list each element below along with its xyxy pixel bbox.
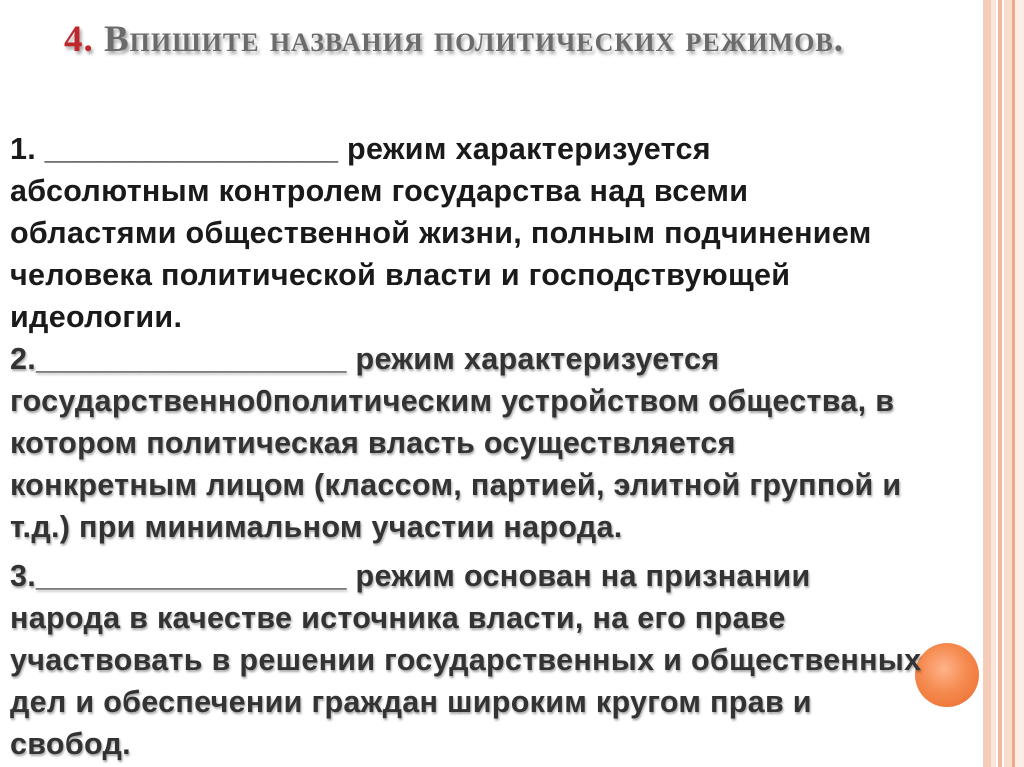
task-item-3 (10, 555, 1010, 765)
title-number: 4. (64, 19, 94, 60)
task-item-line: 3.__________________ режим основан на признании (10, 559, 811, 593)
task-item-line: абсолютным контролем государства над всеми (10, 174, 749, 208)
task-item-line: народа в качестве источника власти, на его праве (10, 601, 786, 635)
title-text: Впишите названия политических режимов. (104, 19, 844, 60)
task-item-line: государственно0политическим устройством общества, в (10, 384, 895, 418)
task-item-line: котором политическая власть осуществляется (10, 426, 736, 460)
decorative-stripe (1015, 0, 1024, 767)
task-item-line: конкретным лицом (классом, партией, элитной группой и (10, 468, 902, 502)
task-item-2 (10, 338, 1010, 548)
slide-title (64, 8, 964, 72)
task-item-line: человека политической власти и господствующей (10, 258, 791, 292)
task-item-line: дел и обеспечении граждан широким кругом прав и (10, 685, 812, 719)
task-item-line: участвовать в решении государственных и общественных (10, 643, 922, 677)
task-item-line: областями общественной жизни, полным подчинением (10, 216, 872, 250)
task-item-1 (10, 128, 1010, 338)
task-item-line: идеологии. (10, 300, 183, 334)
task-item-line: свобод. (10, 727, 131, 761)
task-item-line: 1. _________________ режим характеризуется (10, 132, 711, 166)
task-item-line: т.д.) при минимальном участии народа. (10, 510, 623, 544)
task-item-line: 2.__________________ режим характеризуется (10, 342, 720, 376)
